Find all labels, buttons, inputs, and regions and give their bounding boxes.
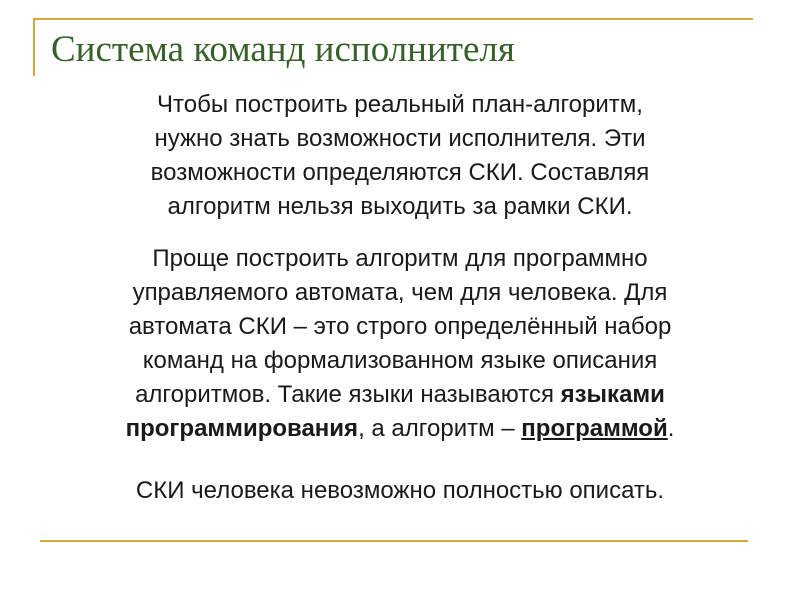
term-program: программой (521, 415, 668, 442)
paragraph-1 (40, 88, 760, 224)
paragraph-2-line-5-text: алгоритмов. Такие языки называются (135, 381, 561, 408)
left-rule (33, 18, 35, 76)
paragraph-2-mid-text: , а алгоритм – (358, 415, 522, 442)
term-programming-languages: языками (560, 381, 665, 408)
top-rule (33, 18, 753, 20)
paragraph-1-line-3: возможности определяются СКИ. Составляя (150, 159, 650, 186)
paragraph-1-line-2: нужно знать возможности исполнителя. Эти (154, 125, 646, 152)
paragraph-2-end: . (667, 415, 675, 442)
paragraph-2-line-2: управляемого автомата, чем для человека. Для (132, 279, 668, 306)
slide-title: Система команд исполнителя (51, 29, 515, 70)
paragraph-2-line-5 (40, 378, 760, 412)
paragraph-3 (40, 474, 760, 508)
paragraph-2-line-1: Проще построить алгоритм для программно (152, 245, 648, 272)
paragraph-2-line-6 (40, 412, 760, 446)
paragraph-1-line-1: Чтобы построить реальный план-алгоритм, (157, 91, 643, 118)
paragraph-1-line-4: алгоритм нельзя выходить за рамки СКИ. (167, 193, 633, 220)
paragraph-3-line-1: СКИ человека невозможно полностью описать. (135, 477, 665, 504)
bottom-rule (40, 540, 748, 542)
term-programming: программирования (125, 415, 359, 442)
paragraph-2 (40, 242, 760, 446)
paragraph-2-line-4: команд на формализованном языке описания (142, 347, 658, 374)
paragraph-2-line-3: автомата СКИ – это строго определённый набор (128, 313, 672, 340)
